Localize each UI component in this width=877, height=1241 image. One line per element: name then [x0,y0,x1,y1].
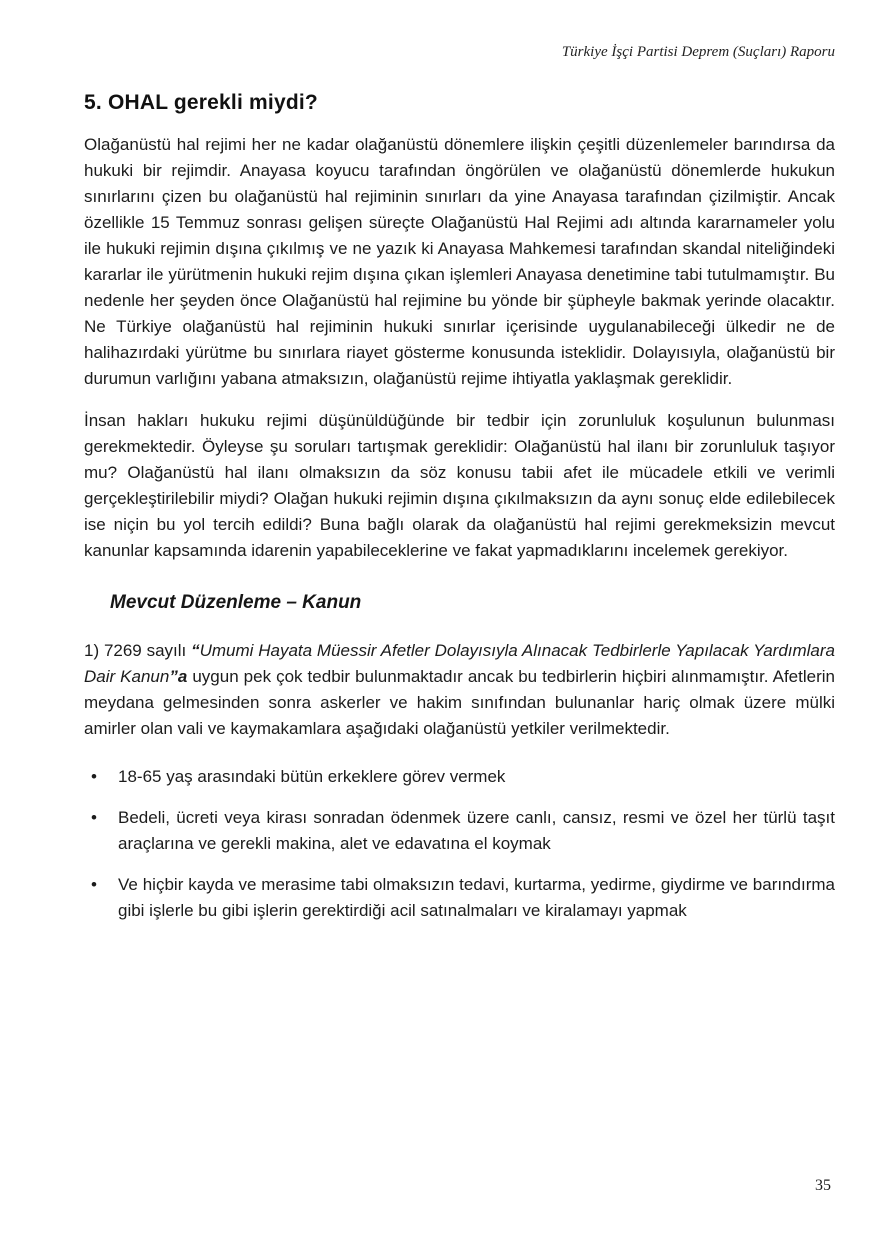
list-item [84,805,835,857]
running-header: Türkiye İşçi Partisi Deprem (Suçları) Raporu [561,44,835,60]
list-item-text: Ve hiçbir kayda ve merasime tabi olmaksızın tedavi, kurtarma, yedirme, giydirme ve barındırma gibi işlerle bu gibi işlerin gerektirdiği acil satınalmaları ve kiralamayı yapmak [118,875,835,920]
powers-bullet-list [84,764,835,924]
bullet-icon: • [91,767,97,786]
list-item-text: Bedeli, ücreti veya kirası sonradan ödenmek üzere canlı, cansız, resmi ve özel her türlü taşıt araçlarına ve gerekli makina, alet ve edavatına el koymak [118,808,835,853]
section-heading: 5. OHAL gerekli miydi? [84,91,318,114]
list-item [84,872,835,924]
law-title-open-quote: “ [191,641,200,660]
paragraph-ohal-regime: Olağanüstü hal rejimi her ne kadar olağanüstü dönemlere ilişkin çeşitli düzenlemeler barındırsa da hukuki bir rejimdir. Anayasa koyucu tarafından öngörülen ve olağanüstü dönemlerde hukukun sınırlarını çizen bu olağanüstü hal rejiminin sınırları da yine Anayasa tarafından çizilmiştir. Ancak özellikle 15 Temmuz sonrası gelişen süreçte Olağanüstü Hal Rejimi adı altında kararnameler yolu ile hukuki rejimin dışına çıkılmış ve ne yazık ki Anayasa Mahkemesi tarafından skandal niteliğindeki kararlar ile yürütmenin hukuki rejim dışına çıkan işlemleri Anayasa denetimine tabi tutulmamıştır. Bu nedenle her şeyden önce Olağanüstü hal rejimine bu yönde bir şüpheyle bakmak yerinde olacaktır. Ne Türkiye olağanüstü hal rejiminin hukuki sınırlar içerisinde uygulanabileceği ülkedir ne de halihazırdaki yürütme bu sınırlara riayet gösterme konusunda isteklidir. Dolayısıyla, olağanüstü bir durumun varlığını yabana atmaksızın, olağanüstü rejime ihtiyatla yaklaşmak gereklidir. [84,135,835,388]
law-paragraph-rest: uygun pek çok tedbir bulunmaktadır ancak bu tedbirlerin hiçbiri alınmamıştır. Afetlerin meydana gelmesinden sonra askerler ve hakim sınıfından bulunanlar hariç olmak üzere mülki amirler olan vali ve kaymakamlara aşağıdaki olağanüstü yetkiler verilmektedir. [84,667,835,738]
list-item-text: 18-65 yaş arasındaki bütün erkeklere görev vermek [118,767,506,786]
bullet-icon: • [91,875,97,894]
law-title: Umumi Hayata Müessir Afetler Dolayısıyla Alınacak Tedbirlerle Yapılacak Yardımlara Dair Kanun [84,641,836,686]
law-paragraph-prefix: 1) 7269 sayılı [84,641,192,660]
bullet-icon: • [91,808,97,827]
page-number: 35 [815,1177,831,1194]
law-title-close-quote: ”a [169,667,188,686]
subsection-heading: Mevcut Düzenleme – Kanun [110,592,362,613]
list-item [84,764,835,790]
paragraph-law-7269 [84,638,835,742]
paragraph-human-rights: İnsan hakları hukuku rejimi düşünüldüğünde bir tedbir için zorunluluk koşulunun bulunması gerekmektedir. Öyleyse şu soruları tartışmak gereklidir: Olağanüstü hal ilanı bir zorunluluk taşıyor mu? Olağanüstü hal ilanı olmaksızın da söz konusu tabii afet ile mücadele etkili ve verimli gerçekleştirilebilir miydi? Olağan hukuki rejimin dışına çıkılmaksızın da aynı sonuç elde edilebilecek ise niçin bu yol tercih edildi? Buna bağlı olarak da olağanüstü hal rejimi gerekmeksizin mevcut kanunlar kapsamında idarenin yapabileceklerine ve fakat yapmadıklarını incelemek gerekiyor. [84,411,835,560]
